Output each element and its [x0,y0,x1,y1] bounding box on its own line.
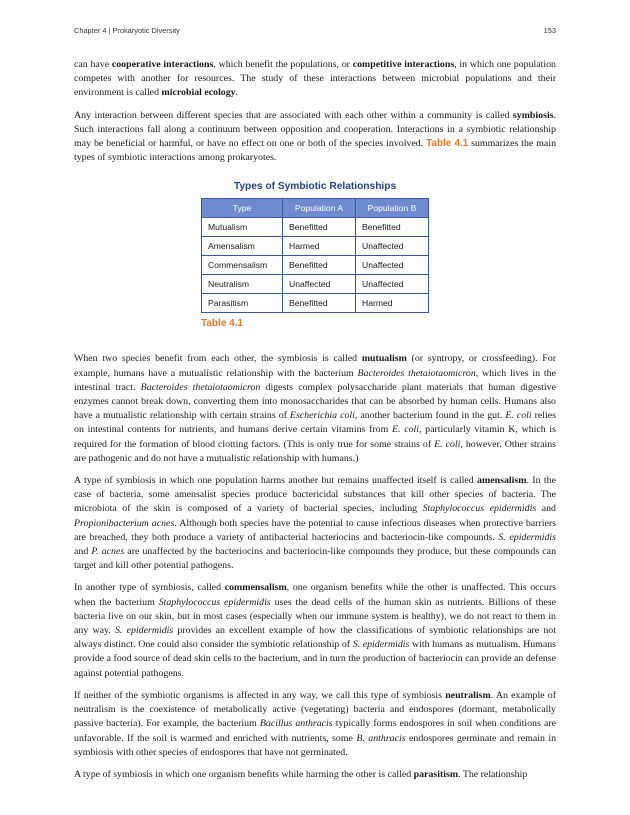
table-caption-label: Table 4.1 [201,318,244,330]
table-cell: Commensalism [202,256,283,275]
table-title: Types of Symbiotic Relationships [233,181,397,193]
term-amensalism: amensalism [477,475,527,487]
chapter-title: Chapter 4 | Prokaryotic Diversity [74,26,180,35]
table-figure [74,173,556,343]
term-cooperative-interactions: cooperative interactions [111,59,214,70]
table-cell: Neutralism [202,275,283,294]
paragraph-ecology: can have cooperative interactions, which benefit the populations, or competitive interactions, in which one population competes with another for resources. The study of these interactions between microbial populations and their environment is called microbial ecology. [74,59,556,99]
table-row [202,294,429,313]
table-cell: Unaffected [356,275,429,294]
table-reference-link[interactable]: Table 4.1 [426,138,469,150]
term-neutralism: neutralism [445,689,491,701]
table-cell: Mutualism [202,218,283,237]
table-cell: Benefitted [283,294,356,313]
page-number: 153 [543,26,556,35]
table-cell: Benefitted [356,218,429,237]
table-row [202,256,429,275]
page-body [74,58,556,790]
table-cell: Harmed [283,237,356,256]
table-row [202,275,429,294]
term-symbiosis: symbiosis [512,109,554,121]
table-cell: Unaffected [356,256,429,275]
table-cell: Unaffected [356,237,429,256]
paragraph-neutralism: If neither of the symbiotic organisms is affected in any way, we call this type of symbiosis neutralism. An example of neutralism is the coexistence of metabolically active (vegetating) bacteria and endospores (dormant, metabolically passive bacteria). For example, the bacterium Bacillus anthracis typically forms endospores in soil when conditions are unfavorable. If the soil is warmed and enriched with nutrients, some B. anthracis endospores germinate and remain in symbiosis with other species of endospores that have not germinated. [74,689,557,758]
term-mutualism: mutualism [361,353,407,365]
paragraph-mutualism: When two species benefit from each other, the symbiosis is called mutualism (or syntropy, or crossfeeding). For example, humans have a mutualistic relationship with the bacterium Bacteroides thetaiotaomicron, which lives in the intestinal tract. Bacteroides thetaiotaomicron digests complex polysaccharide plant materials that human digestive enzymes cannot break down, converting them into monosaccharides that can be absorbed by human cells. Humans also have a mutualistic relationship with certain strains of Escherichia coli, another bacterium found in the gut. E. coli relies on intestinal contents for nutrients, and humans derive certain vitamins from E. coli, particularly vitamin K, which is required for the formation of blood clotting factors. (This is only true for some strains of E. coli, however. Other strains are pathogenic and do not have a mutualistic relationship with humans.) [74,353,557,464]
term-microbial-ecology: microbial ecology [161,87,236,99]
column-header: Type [202,199,283,218]
table-cell: Amensalism [202,237,283,256]
symbiosis-table [201,198,429,313]
page-header [74,26,556,38]
table-cell: Parasitism [202,294,283,313]
column-header: Population A [283,199,356,218]
table-cell: Benefitted [283,256,356,275]
term-parasitism: parasitism [413,768,459,780]
paragraph-amensalism: A type of symbiosis in which one population harms another but remains unaffected itself is called amensalism. In the case of bacteria, some amensalist species produce bactericidal substances that kill other species of bacteria. The microbiota of the skin is composed of a variety of bacterial species, including Staphylococcus epidermidis and Propionibacterium acnes. Although both species have the potential to cause infectious diseases when protective barriers are breached, they both produce a variety of antibacterial bacteriocins and bacteriocin-like compounds. S. epidermidis and P. acnes are unaffected by the bacteriocins and bacteriocin-like compounds they produce, but these compounds can target and kill other potential pathogens. [74,475,557,572]
table-cell: Unaffected [283,275,356,294]
table-row [202,237,429,256]
table-row [202,218,429,237]
table-cell: Harmed [356,294,429,313]
table-cell: Benefitted [283,218,356,237]
paragraph-symbiosis: Any interaction between different species that are associated with each other within a community is called symbiosis. Such interactions fall along a continuum between opposition and cooperation. Interactions in a symbiotic relationship may be beneficial or harmful, or have no effect on one or both of the species involved. Table 4.1 summarizes the main types of symbiotic interactions among prokaryotes. [74,109,557,164]
paragraph-parasitism: A type of symbiosis in which one organism benefits while harming the other is called parasitism. The relationship [74,768,528,780]
table-header-row [202,199,429,218]
term-competitive-interactions: competitive interactions [352,59,455,70]
paragraph-commensalism: In another type of symbiosis, called commensalism, one organism benefits while the other is unaffected. This occurs when the bacterium Staphylococcus epidermidis uses the dead cells of the human skin as nutrients. Billions of these bacteria live on our skin, but in most cases (especially when our immune system is healthy), we do not react to them in any way. S. epidermidis provides an excellent example of how the classifications of symbiotic relationships are not always distinct. One could also consider the symbiotic relationship of S. epidermidis with humans as mutualism. Humans provide a food source of dead skin cells to the bacterium, and in turn the production of bacteriocin can provide an defense against potential pathogens. [74,582,557,679]
column-header: Population B [356,199,429,218]
term-commensalism: commensalism [224,582,287,594]
